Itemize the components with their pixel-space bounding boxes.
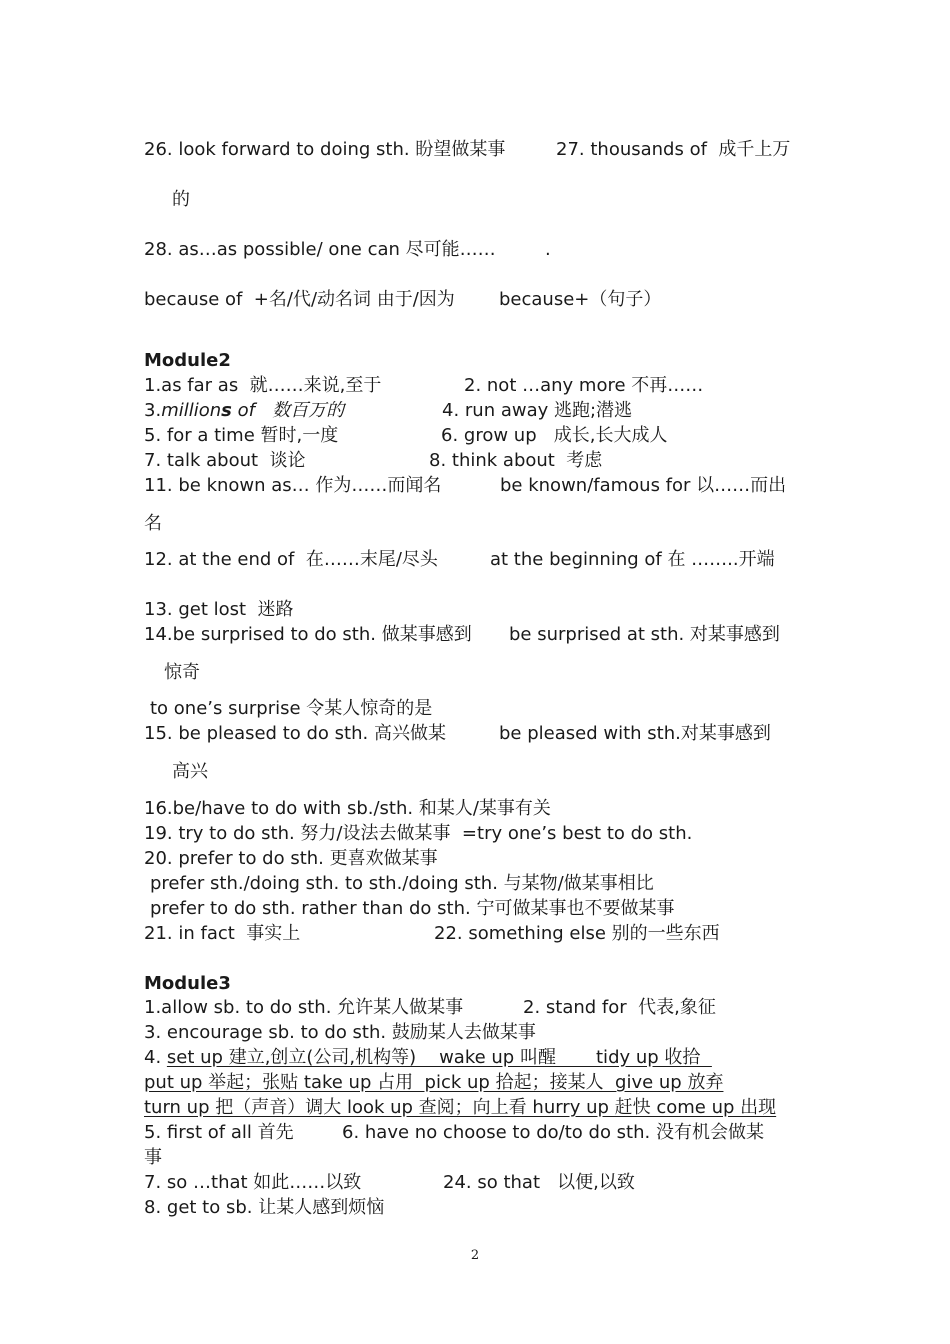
because-of-line: because of +名/代/动名词 由于/因为 bbox=[144, 289, 455, 310]
m3-item-4 bbox=[144, 1046, 712, 1070]
m2-item-15: 15. be pleased to do sth. 高兴做某 bbox=[144, 723, 446, 744]
m2-item-20b: prefer sth./doing sth. to sth./doing sth. 与某物/做某事相比 bbox=[150, 873, 654, 894]
m3-item-24: 24. so that 以便,以致 bbox=[443, 1172, 635, 1193]
m3-item-4-phrases: set up 建立,创立(公司,机构等) wake up 叫醒 tidy up 收拾 bbox=[166, 1047, 712, 1068]
phrase-26: 26. look forward to doing sth. 盼望做某事 bbox=[144, 139, 506, 160]
m2-item-4: 4. run away 逃跑;潜逃 bbox=[442, 400, 633, 421]
m2-item-16: 16.be/have to do with sb./sth. 和某人/某事有关 bbox=[144, 798, 551, 819]
m3-item-6: 6. have no choose to do/to do sth. 没有机会做某 bbox=[342, 1122, 764, 1143]
m3-item-4-line2: put up 举起；张贴 take up 占用 pick up 拾起；接某人 give up 放弃 bbox=[144, 1072, 724, 1093]
m2-item-3 bbox=[144, 399, 344, 423]
m3-item-8: 8. get to sb. 让某人感到烦恼 bbox=[144, 1197, 385, 1218]
m2-item-8: 8. think about 考虑 bbox=[429, 450, 603, 471]
m2-item-2: 2. not …any more 不再…… bbox=[464, 375, 704, 396]
m3-item-6-continued: 事 bbox=[144, 1147, 162, 1168]
m3-item-2: 2. stand for 代表,象征 bbox=[523, 997, 716, 1018]
m3-item-3: 3. encourage sb. to do sth. 鼓励某人去做某事 bbox=[144, 1022, 536, 1043]
m2-item-7: 7. talk about 谈论 bbox=[144, 450, 306, 471]
m2-item-22: 22. something else 别的一些东西 bbox=[434, 923, 720, 944]
module2-heading: Module2 bbox=[144, 350, 231, 371]
m2-item-14b: be surprised at sth. 对某事感到 bbox=[509, 624, 780, 645]
m2-item-19: 19. try to do sth. 努力/设法去做某事 =try one’s best to do sth. bbox=[144, 823, 693, 844]
m2-item-11: 11. be known as… 作为……而闻名 bbox=[144, 475, 442, 496]
m2-item-3-number: 3. bbox=[144, 400, 162, 421]
m2-item-5: 5. for a time 暂时,一度 bbox=[144, 425, 339, 446]
m3-item-1: 1.allow sb. to do sth. 允许某人做某事 bbox=[144, 997, 464, 1018]
m2-item-12b: at the beginning of 在 ……..开端 bbox=[490, 549, 775, 570]
m2-item-13: 13. get lost 迷路 bbox=[144, 599, 294, 620]
m2-item-20: 20. prefer to do sth. 更喜欢做某事 bbox=[144, 848, 438, 869]
m2-item-20c: prefer to do sth. rather than do sth. 宁可做某事也不要做某事 bbox=[150, 898, 675, 919]
m2-item-surprise: to one’s surprise 令某人惊奇的是 bbox=[150, 698, 433, 719]
phrase-27-continued: 的 bbox=[172, 189, 190, 210]
phrase-27: 27. thousands of 成千上万 bbox=[556, 139, 791, 160]
m2-item-12: 12. at the end of 在……末尾/尽头 bbox=[144, 549, 438, 570]
m2-item-3-s: s bbox=[221, 400, 232, 421]
m3-item-4-number: 4. bbox=[144, 1047, 167, 1068]
m2-item-11b: be known/famous for 以……而出 bbox=[500, 475, 787, 496]
phrase-28-dot: . bbox=[545, 239, 551, 260]
m2-item-11b-continued: 名 bbox=[144, 513, 162, 534]
module3-heading: Module3 bbox=[144, 973, 231, 994]
m2-item-15b: be pleased with sth.对某事感到 bbox=[499, 723, 771, 744]
m2-item-21: 21. in fact 事实上 bbox=[144, 923, 301, 944]
m2-item-14: 14.be surprised to do sth. 做某事感到 bbox=[144, 624, 472, 645]
m2-item-14b-continued: 惊奇 bbox=[164, 662, 200, 683]
m2-item-3-million: million bbox=[161, 400, 222, 421]
phrase-28: 28. as…as possible/ one can 尽可能…… bbox=[144, 239, 496, 260]
m2-item-1: 1.as far as 就……来说,至于 bbox=[144, 375, 382, 396]
page-number: 2 bbox=[470, 1248, 480, 1263]
m2-item-6: 6. grow up 成长,长大成人 bbox=[441, 425, 668, 446]
m2-item-15b-continued: 高兴 bbox=[172, 761, 208, 782]
because-line: because+（句子） bbox=[499, 289, 662, 310]
m3-item-4-line3: turn up 把（声音）调大 look up 查阅；向上看 hurry up 赶快 come up 出现 bbox=[144, 1097, 777, 1118]
m2-item-3-rest: of 数百万的 bbox=[231, 400, 345, 421]
m3-item-5: 5. first of all 首先 bbox=[144, 1122, 294, 1143]
m3-item-7: 7. so …that 如此……以致 bbox=[144, 1172, 362, 1193]
